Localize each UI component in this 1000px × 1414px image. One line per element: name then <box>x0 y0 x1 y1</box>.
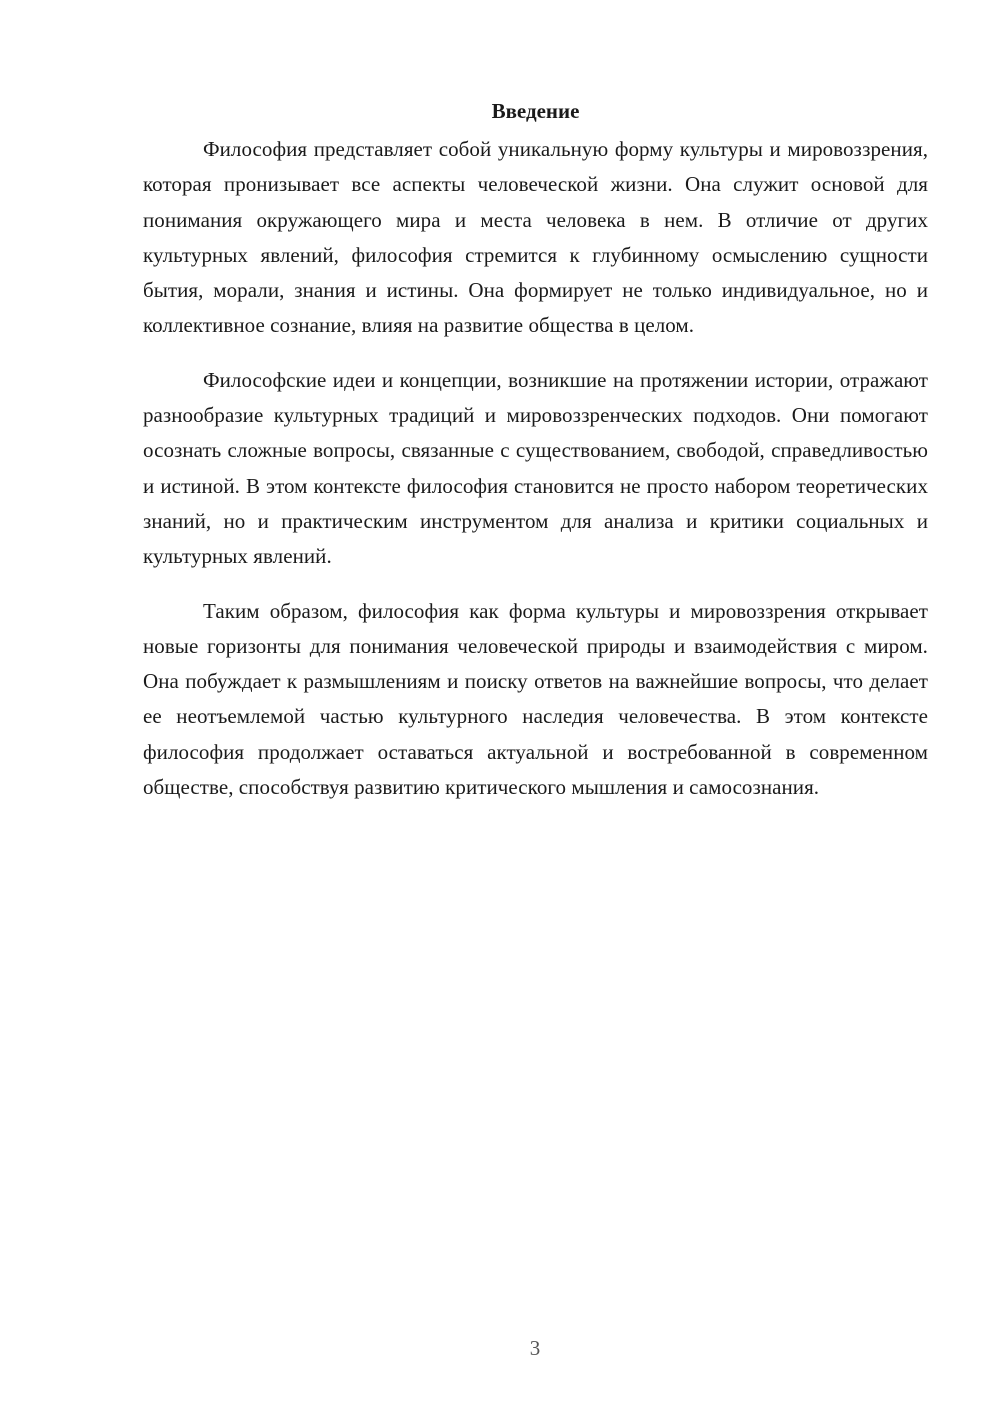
paragraph-3: Таким образом, философия как форма культуры и мировоззрения открывает новые горизонты для понимания человеческой природы и взаимодействия с миром. Она побуждает к размышлениям и поиску ответов на важнейшие вопросы, что делает ее неотъемлемой частью культурного наследия человечества. В этом контексте философия продолжает оставаться актуальной и востребованной в современном обществе, способствуя развитию критического мышления и самосознания. <box>143 598 928 800</box>
page-number: 3 <box>529 1336 541 1360</box>
paragraph-1: Философия представляет собой уникальную форму культуры и мировоззрения, которая пронизывает все аспекты человеческой жизни. Она служит основой для понимания окружающего мира и места человека в нем. В отличие от других культурных явлений, философия стремится к глубинному осмыслению сущности бытия, морали, знания и истины. Она формирует не только индивидуальное, но и коллективное сознание, влияя на развитие общества в целом. <box>143 137 928 338</box>
page-content <box>143 96 928 824</box>
paragraph-2: Философские идеи и концепции, возникшие на протяжении истории, отражают разнообразие культурных традиций и мировоззренческих подходов. Они помогают осознать сложные вопросы, связанные с существованием, свободой, справедливостью и истиной. В этом контексте философия становится не просто набором теоретических знаний, но и практическим инструментом для анализа и критики социальных и культурных явлений. <box>143 367 928 569</box>
section-title: Введение <box>491 99 580 123</box>
